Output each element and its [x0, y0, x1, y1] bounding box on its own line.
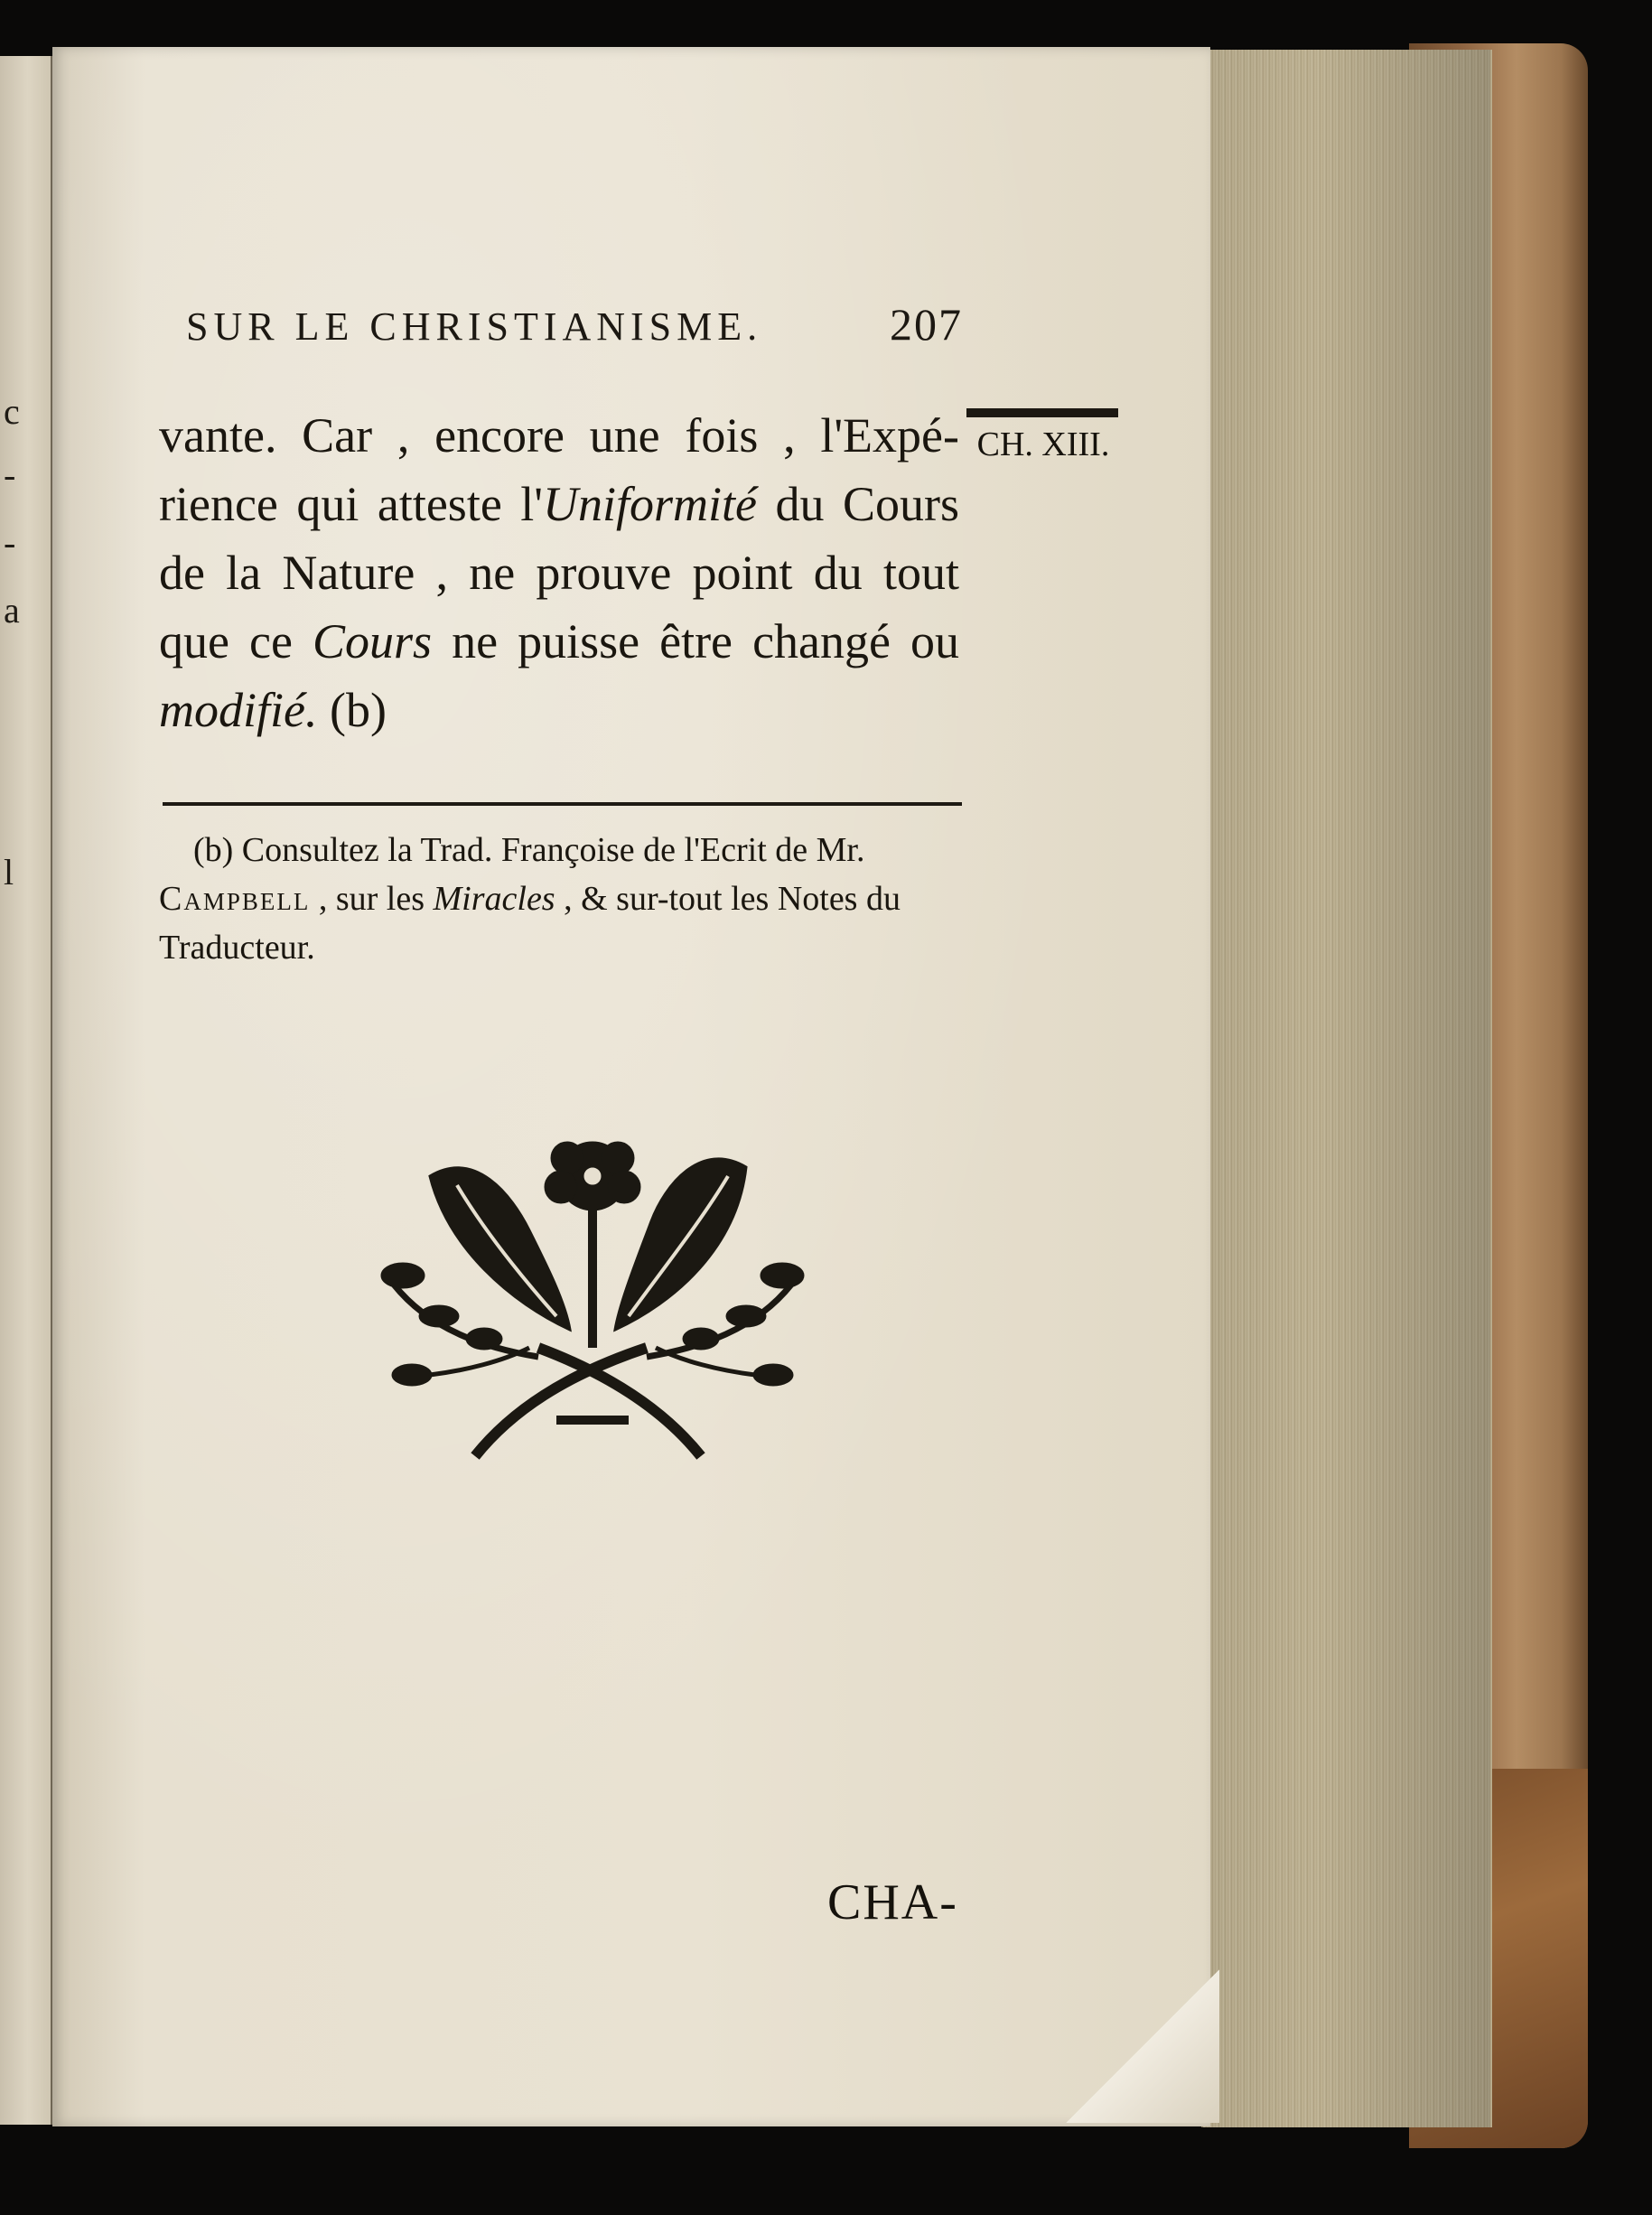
text-line: modifié. (b)	[159, 683, 387, 737]
text-line: de la Nature , ne prouve point du tout	[159, 546, 959, 600]
running-title: SUR LE CHRISTIANISME.	[186, 304, 763, 349]
italic-word: Uniformité	[543, 477, 758, 531]
footnote-line: Traducteur.	[159, 929, 315, 967]
book-page	[52, 47, 1210, 2126]
footnote-rule	[163, 802, 962, 806]
footnote-line: Campbell , sur les Miracles , & sur-tout les Notes du	[159, 880, 901, 918]
text-line: rience qui atteste l'Uniformité du Cours	[159, 477, 959, 531]
floral-ornament-icon	[376, 1122, 809, 1465]
running-head	[186, 298, 963, 350]
folded-corner	[1066, 1969, 1219, 2123]
text-line: que ce Cours ne puisse être changé ou	[159, 614, 960, 668]
left-page-fragment: c	[4, 391, 20, 432]
chapter-margin-note	[966, 408, 1120, 464]
footnote	[159, 826, 963, 972]
catchword: CHA-	[827, 1874, 958, 1930]
previous-page-sliver	[0, 56, 52, 2125]
page-number: 207	[890, 299, 963, 350]
margin-bar	[966, 408, 1118, 417]
text-line: vante. Car , encore une fois , l'Expé-	[159, 408, 959, 463]
chapter-label: CH. XIII.	[976, 425, 1110, 463]
left-page-fragment: l	[4, 852, 14, 893]
footnote-line: (b) Consultez la Trad. Françoise de l'Ecrit de Mr.	[193, 831, 865, 869]
italic-word: Cours	[312, 614, 433, 668]
body-text	[159, 401, 959, 744]
left-page-fragment: -	[4, 454, 16, 495]
left-page-fragment: -	[4, 522, 16, 563]
left-page-fragment: a	[4, 590, 20, 631]
italic-word: modifié.	[159, 683, 318, 737]
